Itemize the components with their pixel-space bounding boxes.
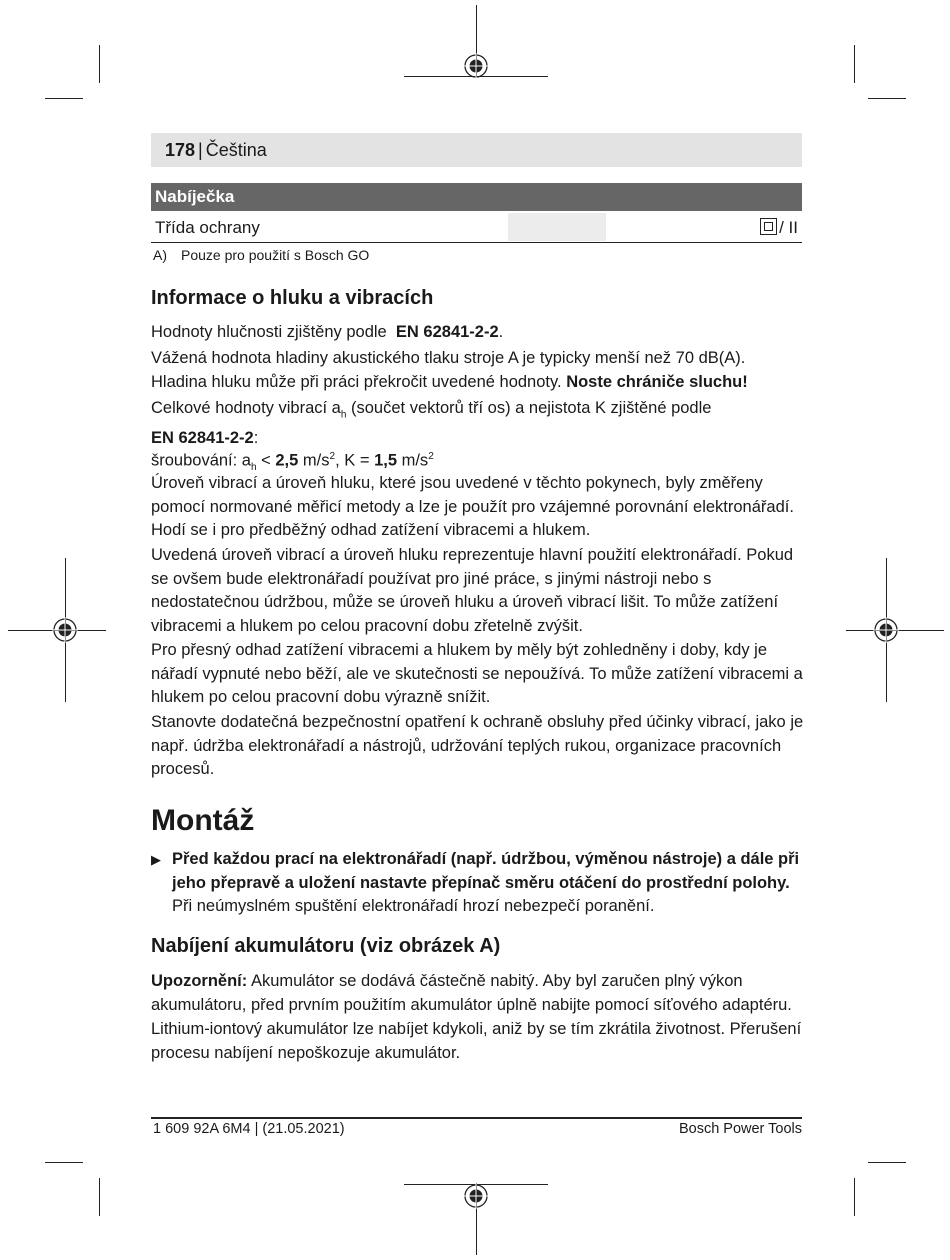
footer-rule: [151, 1117, 802, 1119]
paragraph-charging-note: Upozornění: Akumulátor se dodává částečně nabitý. Aby byl zaručen plný výkon akumulátoru, před prvním použitím akumulátor úplně nabijte pomocí síťového adaptéru.: [151, 972, 792, 1014]
paragraph-vibration-values: Celkové hodnoty vibrací $a_h$ (součet vektorů tří os) a nejistota K zjištěné podle EN 62841-2-2:: [151, 399, 712, 447]
paragraph-noise-level: Vážená hodnota hladiny akustického tlaku stroje A je typicky menší než 70 dB(A). Hladina hluku může při práci překročit uvedené hodnoty. Noste chrániče sluchu!: [151, 349, 748, 391]
warning-bullet-text: Při neúmyslném spuštění elektronářadí hrozí nebezpečí poranění.: [172, 897, 655, 915]
page-number: 178: [165, 140, 196, 160]
note-label: Upozornění:: [151, 972, 248, 990]
paragraph-screwdriving-values: šroubování: $a_h < 2,5$ $m/s^2$, K = 1,5 $m/s^2$: [151, 451, 434, 473]
hearing-protection-warning: Noste chrániče sluchu!: [566, 372, 748, 391]
footnote-marker: A): [153, 247, 167, 263]
warning-bullet-bold: Před každou prací na elektronářadí (např. údržbou, výměnou nástroje) a dále při jeho přepravě a uložení nastavte přepínač směru otáčení do prostřední polohy.: [172, 850, 800, 892]
footnote: [153, 247, 369, 263]
header-separator: |: [198, 140, 203, 160]
table-row-value: / II: [760, 213, 798, 243]
registration-mark-icon: [52, 617, 78, 643]
section-title-assembly: Montáž: [151, 804, 255, 837]
footer-document-id: 1 609 92A 6M4 | (21.05.2021): [153, 1121, 345, 1137]
paragraph-vibration-usage: Uvedená úroveň vibrací a úroveň hluku reprezentuje hlavní použití elektronářadí. Pokud se ovšem bude elektronářadí používat pro jiné práce, s jinými nástroji nebo s nedostatečnou údržbou, může se úroveň hluku a úroveň vibrací lišit. To může zatížení vibracemi a hlukem po celou pracovní dobu zřetelně zvýšit.: [151, 546, 794, 635]
table-row-label: Třída ochrany: [155, 218, 260, 237]
registration-mark-icon: [873, 617, 899, 643]
section-title-charging: Nabíjení akumulátoru (viz obrázek A): [151, 935, 501, 957]
header-language: Čeština: [205, 140, 267, 160]
registration-mark-icon: [463, 53, 489, 79]
registration-mark-icon: [463, 1183, 489, 1209]
paragraph-vibration-estimate: Pro přesný odhad zatížení vibracemi a hlukem by měly být zohledněny i doby, kdy je nářadí vypnuté nebo běží, ale ve skutečnosti se nepoužívá. To může zatížení vibracemi a hlukem po celou pracovní dobu výrazně snížit.: [151, 641, 803, 706]
paragraph-vibration-measurement: Úroveň vibrací a úroveň hluku, které jsou uvedené v těchto pokynech, byly změřeny pomocí normované měřicí metody a lze je použít pro vzájemné porovnání elektronářadí. Hodí se i pro předběžný odhad zatížení vibracemi a hlukem.: [151, 474, 794, 539]
footnote-text: Pouze pro použití s Bosch GO: [181, 247, 370, 263]
paragraph-safety-measures: Stanovte dodatečná bezpečnostní opatření k ochraně obsluhy před účinky vibrací, jako je např. údržba elektronářadí a nástrojů, udržování teplých rukou, organizace pracovních procesů.: [151, 713, 804, 778]
footer-brand: Bosch Power Tools: [678, 1121, 802, 1137]
warning-bullet: [151, 848, 811, 919]
section-title-noise: Informace o hluku a vibracích: [151, 287, 434, 309]
table-empty-cell: [508, 213, 606, 241]
table-heading: Nabíječka: [151, 183, 802, 211]
protection-class-II-icon: [760, 218, 777, 235]
paragraph-charging-anytime: Lithium-iontový akumulátor lze nabíjet kdykoli, aniž by se tím zkrátila životnost. Přerušení procesu nabíjení nepoškozuje akumulátor.: [151, 1020, 802, 1062]
bullet-arrow-icon: ▶: [151, 852, 161, 867]
running-header: [151, 133, 802, 167]
paragraph-noise-standard: Hodnoty hlučnosti zjištěny podle EN 62841-2-2.: [151, 323, 504, 341]
table-row: [151, 213, 802, 243]
